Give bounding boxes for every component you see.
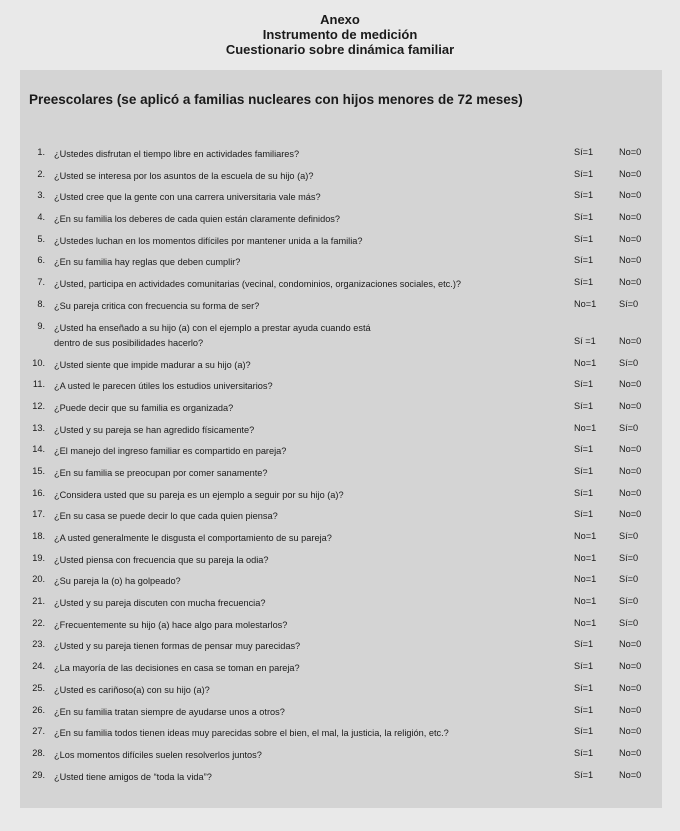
question-text-line: ¿Su pareja critica con frecuencia su forma de ser?	[54, 300, 260, 311]
question-row	[20, 591, 662, 613]
answer-option-first: Sí=1	[574, 769, 594, 780]
question-row	[20, 185, 662, 207]
answer-option-first: Sí=1	[574, 400, 594, 411]
question-text-line: ¿Usted piensa con frecuencia que su pareja la odia?	[54, 554, 269, 565]
question-row	[20, 207, 662, 229]
question-number: 18.	[32, 531, 45, 541]
question-number: 23.	[32, 639, 45, 650]
question-text	[54, 618, 564, 634]
question-number: 24.	[32, 661, 45, 672]
question-number: 16.	[32, 487, 45, 498]
answer-option-second: Sí=0	[619, 574, 639, 585]
question-text-line: ¿En su familia se preocupan por comer sanamente?	[54, 467, 268, 478]
question-text-line: ¿Usted siente que impide madurar a su hijo (a)?	[54, 359, 251, 370]
answer-option-second: No=0	[619, 639, 642, 650]
answer-option-second: No=0	[619, 682, 642, 693]
question-text-line: ¿Usted se interesa por los asuntos de la escuela de su hijo (a)?	[54, 170, 314, 181]
question-number: 17.	[32, 509, 45, 520]
question-text	[54, 574, 564, 590]
question-row	[20, 353, 662, 375]
answer-option-first: Sí=1	[574, 190, 594, 201]
question-list	[20, 142, 662, 786]
question-text	[54, 466, 564, 482]
answer-option-second: No=0	[619, 444, 642, 455]
question-number: 12.	[32, 400, 45, 411]
question-row	[20, 656, 662, 678]
question-number: 25.	[32, 682, 45, 693]
answer-option-first: No=1	[574, 617, 597, 628]
question-number: 19.	[32, 552, 45, 563]
question-text-line: ¿A usted generalmente le disgusta el comportamiento de su pareja?	[54, 533, 332, 543]
question-number: 26.	[32, 704, 45, 715]
answer-option-second: No=0	[619, 233, 642, 244]
answer-option-first: Sí=1	[574, 444, 594, 455]
question-row	[20, 294, 662, 316]
answer-option-first: Sí=1	[574, 487, 594, 498]
answer-option-first: No=1	[574, 357, 597, 368]
question-text-line: ¿Usted cree que la gente con una carrera universitaria vale más?	[54, 192, 321, 203]
question-row	[20, 700, 662, 722]
question-text-line: ¿Frecuentemente su hijo (a) hace algo para molestarlos?	[54, 619, 288, 630]
question-text	[54, 726, 564, 742]
question-text-line: ¿En su familia los deberes de cada quien están claramente definidos?	[54, 214, 341, 225]
question-text	[54, 379, 564, 395]
answer-option-first: Sí=1	[574, 704, 594, 715]
answer-option-first: Sí=1	[574, 255, 594, 266]
header-instrument: Instrumento de medición	[262, 27, 418, 42]
question-number: 11.	[32, 379, 45, 390]
question-text	[54, 444, 564, 460]
answer-option-first: No=1	[574, 298, 597, 309]
question-text	[54, 553, 564, 569]
answer-option-second: Sí=0	[619, 617, 639, 628]
answer-option-second: No=0	[619, 726, 642, 737]
header-annex: Anexo	[320, 12, 360, 27]
answer-option-second: No=0	[619, 277, 642, 288]
answer-option-first: Sí=1	[574, 277, 594, 288]
answer-option-second: Sí=0	[619, 422, 639, 433]
answer-option-second: Sí=0	[619, 298, 639, 309]
answer-option-first: Sí=1	[574, 639, 594, 650]
answer-option-second: Sí=0	[619, 596, 639, 607]
answer-option-second: No=0	[619, 379, 642, 390]
question-number: 7.	[37, 277, 45, 288]
question-text	[54, 321, 564, 352]
answer-option-first: Sí=1	[574, 212, 594, 223]
question-text-line: ¿Usted tiene amigos de “toda la vida”?	[54, 771, 212, 782]
question-text-line: ¿Puede decir que su familia es organizada?	[54, 402, 234, 413]
question-text	[54, 190, 564, 206]
question-text-line: ¿En su casa se puede decir lo que cada quien piensa?	[54, 511, 278, 522]
answer-option-first: Sí=1	[574, 233, 594, 244]
question-text-line: ¿El manejo del ingreso familiar es compartido en pareja?	[54, 446, 287, 457]
answer-option-second: No=0	[619, 704, 642, 715]
question-row	[20, 418, 662, 440]
answer-option-second: No=0	[619, 168, 642, 179]
answer-option-second: No=0	[619, 255, 642, 266]
question-text	[54, 212, 564, 228]
answer-option-second: Sí=0	[619, 531, 639, 541]
answer-option-first: Sí=1	[574, 465, 594, 476]
question-text	[54, 661, 564, 677]
questionnaire-panel	[20, 70, 662, 808]
question-row	[20, 142, 662, 164]
question-number: 20.	[32, 574, 45, 585]
question-text-line: ¿En su familia tratan siempre de ayudarse unos a otros?	[54, 706, 285, 717]
question-text	[54, 147, 564, 163]
question-row	[20, 721, 662, 743]
answer-option-second: Sí=0	[619, 357, 639, 368]
question-number: 27.	[32, 726, 45, 737]
answer-option-first: No=1	[574, 574, 597, 585]
question-text	[54, 748, 564, 764]
question-number: 28.	[32, 747, 45, 758]
question-text	[54, 639, 564, 655]
question-number: 13.	[32, 422, 45, 433]
answer-option-first: Sí=1	[574, 747, 594, 758]
question-number: 14.	[32, 444, 45, 455]
question-text	[54, 255, 564, 271]
question-text	[54, 596, 564, 612]
question-text-line: ¿La mayoría de las decisiones en casa se toman en pareja?	[54, 663, 300, 674]
question-text-line: ¿Usted es cariñoso(a) con su hijo (a)?	[54, 684, 210, 695]
question-row	[20, 396, 662, 418]
question-number: 4.	[37, 212, 45, 223]
question-row	[20, 569, 662, 591]
question-text-line: ¿Su pareja la (o) ha golpeado?	[54, 576, 181, 587]
question-number: 8.	[37, 298, 45, 309]
question-text-line: ¿Usted y su pareja discuten con mucha frecuencia?	[54, 598, 266, 609]
answer-option-second: Sí=0	[619, 552, 639, 563]
question-row	[20, 164, 662, 186]
question-number: 5.	[37, 233, 45, 244]
answer-option-second: No=0	[619, 212, 642, 223]
question-number: 10.	[32, 357, 45, 368]
answer-option-second: No=0	[619, 147, 642, 157]
question-text-line: ¿Ustedes disfrutan el tiempo libre en actividades familiares?	[54, 149, 300, 159]
question-text-line: ¿Usted, participa en actividades comunitarias (vecinal, condominios, organizaciones sociales, etc.)?	[54, 279, 461, 290]
question-number: 29.	[32, 769, 45, 780]
question-row	[20, 634, 662, 656]
answer-option-second: No=0	[619, 400, 642, 411]
question-text-line: ¿En su familia hay reglas que deben cumplir?	[54, 257, 241, 268]
question-text-line: ¿Usted y su pareja tienen formas de pensar muy parecidas?	[54, 641, 301, 652]
question-text	[54, 401, 564, 417]
question-row	[20, 272, 662, 294]
document-header	[0, 12, 680, 57]
question-row	[20, 229, 662, 251]
answer-option-second: No=0	[619, 190, 642, 201]
answer-option-second: No=0	[619, 335, 642, 346]
question-row	[20, 504, 662, 526]
question-number: 3.	[37, 190, 45, 201]
answer-option-second: No=0	[619, 509, 642, 520]
question-number: 6.	[37, 255, 45, 266]
question-text	[54, 423, 564, 439]
question-row	[20, 439, 662, 461]
question-text	[54, 770, 564, 786]
answer-option-first: Sí=1	[574, 379, 594, 390]
question-text-line: ¿Considera usted que su pareja es un ejemplo a seguir por su hijo (a)?	[54, 489, 344, 500]
question-row	[20, 250, 662, 272]
answer-option-first: No=1	[574, 422, 597, 433]
question-text	[54, 531, 564, 547]
question-text	[54, 509, 564, 525]
question-row	[20, 765, 662, 787]
question-row	[20, 374, 662, 396]
answer-option-first: No=1	[574, 596, 597, 607]
answer-option-first: Sí=1	[574, 509, 594, 520]
question-text	[54, 299, 564, 315]
question-text-line: ¿Los momentos difíciles suelen resolverlos juntos?	[54, 749, 262, 760]
question-number: 1.	[37, 147, 45, 157]
answer-option-first: Sí=1	[574, 168, 594, 179]
answer-option-second: No=0	[619, 465, 642, 476]
answer-option-first: Sí =1	[574, 335, 596, 346]
question-row	[20, 483, 662, 505]
question-row	[20, 316, 662, 353]
question-number: 2.	[37, 168, 45, 179]
answer-option-first: Sí=1	[574, 147, 594, 157]
question-text	[54, 358, 564, 374]
question-text-line: ¿A usted le parecen útiles los estudios universitarios?	[54, 381, 273, 392]
question-row	[20, 743, 662, 765]
answer-option-first: Sí=1	[574, 661, 594, 672]
question-number: 21.	[32, 596, 45, 607]
question-text	[54, 169, 564, 185]
question-row	[20, 526, 662, 548]
question-number: 15.	[32, 465, 45, 476]
question-text-line: ¿Usted ha enseñado a su hijo (a) con el ejemplo a prestar ayuda cuando está	[54, 322, 371, 333]
answer-option-second: No=0	[619, 747, 642, 758]
answer-option-first: No=1	[574, 552, 597, 563]
question-row	[20, 548, 662, 570]
question-number: 9.	[37, 320, 45, 331]
answer-option-first: No=1	[574, 531, 597, 541]
question-text	[54, 277, 564, 293]
section-title: Preescolares (se aplicó a familias nucleares con hijos menores de 72 meses)	[29, 92, 523, 107]
question-text	[54, 705, 564, 721]
answer-option-second: No=0	[619, 487, 642, 498]
question-text-line: dentro de sus posibilidades hacerlo?	[54, 338, 204, 348]
answer-option-second: No=0	[619, 661, 642, 672]
question-row	[20, 678, 662, 700]
header-questionnaire-title: Cuestionario sobre dinámica familiar	[225, 42, 455, 57]
question-text-line: ¿Usted y su pareja se han agredido físicamente?	[54, 424, 255, 435]
answer-option-first: Sí=1	[574, 726, 594, 737]
question-text	[54, 683, 564, 699]
answer-option-first: Sí=1	[574, 682, 594, 693]
question-text-line: ¿Ustedes luchan en los momentos difíciles por mantener unida a la familia?	[54, 235, 363, 246]
question-text-line: ¿En su familia todos tienen ideas muy parecidas sobre el bien, el mal, la justicia, la religión, etc.?	[54, 728, 449, 739]
question-text	[54, 234, 564, 250]
question-text	[54, 488, 564, 504]
question-row	[20, 613, 662, 635]
question-number: 22.	[32, 617, 45, 628]
question-row	[20, 461, 662, 483]
answer-option-second: No=0	[619, 769, 642, 780]
